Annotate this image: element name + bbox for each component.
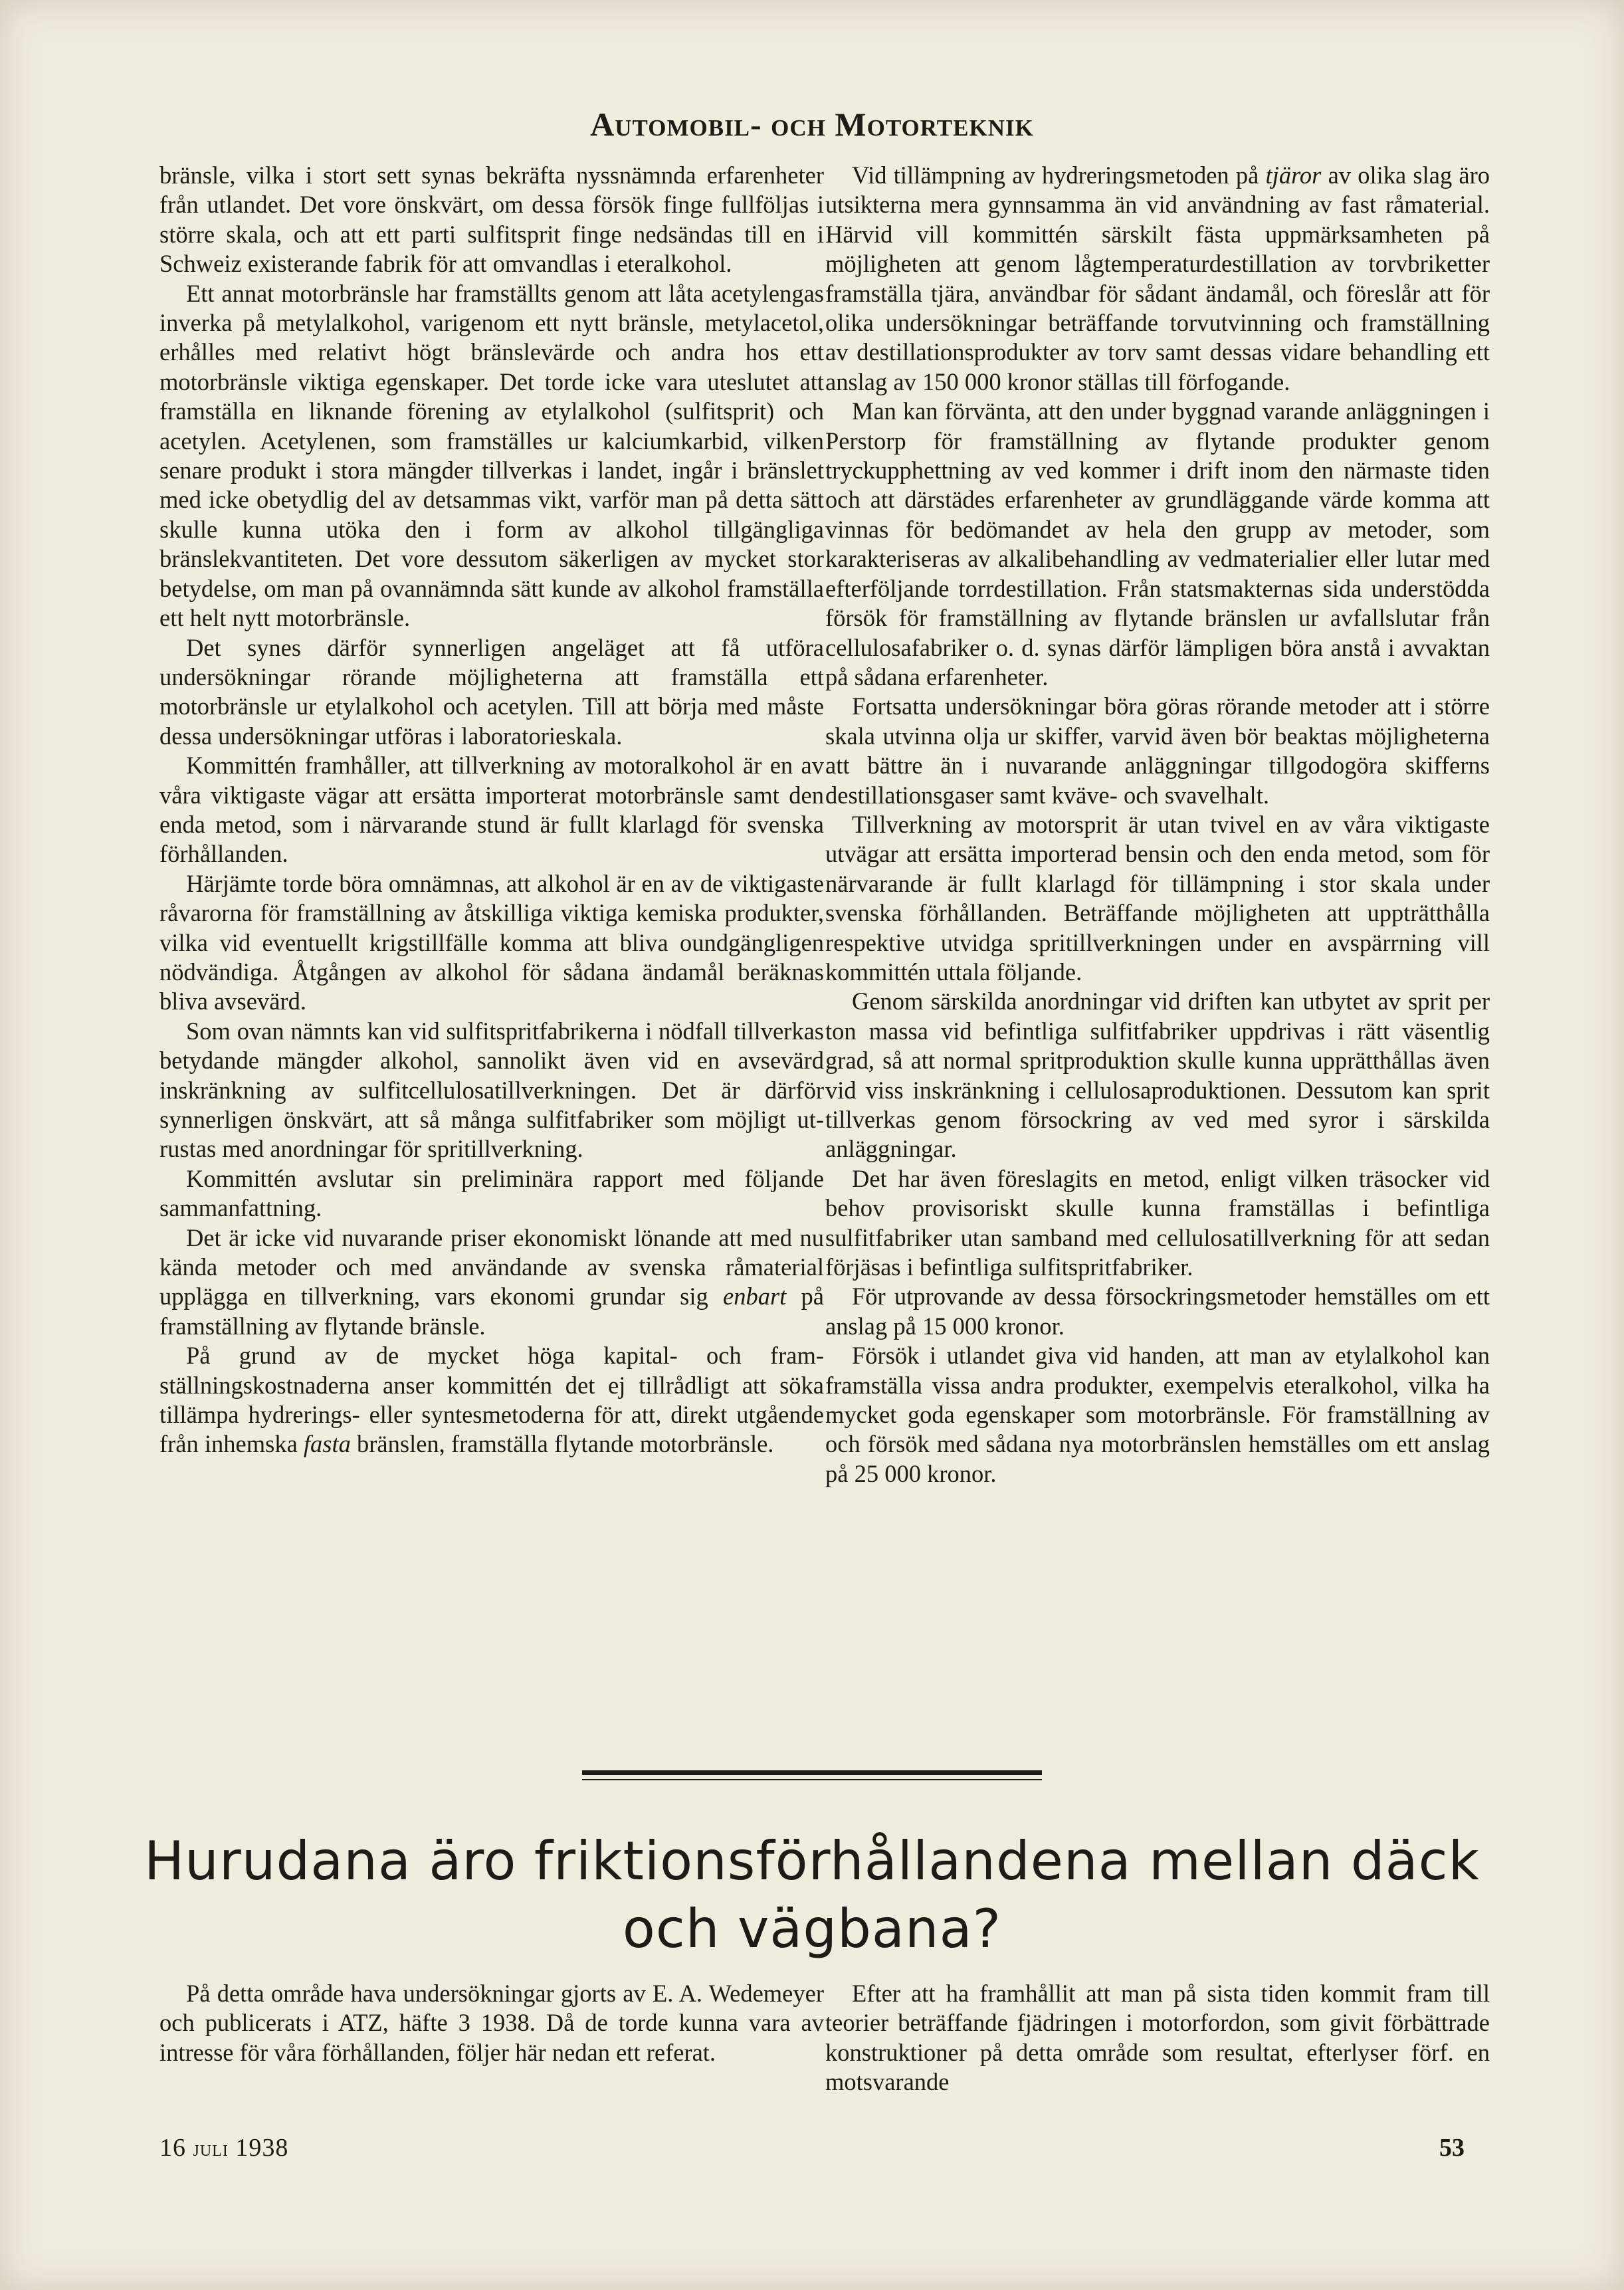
section-divider-thin [582,1779,1042,1780]
paragraph: För utprovande av dessa försockringsmetoder hemställes om ett anslag på 15 000 kronor. [825,1283,1490,1340]
paragraph: Som ovan nämnts kan vid sulfitspritfabrikerna i nödfall tillverkas betydande mängder alkohol, sannolikt även vid en avsevärd inskränkning av sulfitcellulosatillverkningen. Det är därför synnerligen önskvärt, att så många sulfitfabriker som möjligt utrustas med anordningar för spritillverkning. [159,1017,824,1163]
date-year: 1938 [235,2134,289,2162]
article-intro-left [159,1979,824,2067]
paragraph: Genom särskilda anordningar vid driften kan utbytet av sprit per ton massa vid befintliga sulfitfabriker uppdrivas i rätt väsentlig grad, så att normal spritproduktion skulle kunna upprätthållas även vid viss inskränkning i cellulosaproduktionen. Dessutom kan sprit tillverkas genom försockring av ved med syror i särskilda anläggningar. [825,988,1490,1163]
emphasis: tjäror [1265,161,1322,189]
article-intro-right [825,1979,1490,2097]
paragraph: Tillverkning av motorsprit är utan tvivel en av våra viktigaste utvägar att ersätta importerad bensin och den enda metod, som för närvarande är fullt klarlagd för tillämpning i stor skala under svenska förhållanden. Beträffande möjligheten att uppträtthålla respektive utvidga spritillverkningen under en avspärrning vill kommittén uttala följande. [825,810,1490,986]
issue-date [159,2133,288,2162]
paragraph: Det har även föreslagits en metod, enligt vilken träsocker vid behov provisoriskt skulle kunna framställas i befintliga sulfitfabriker utan samband med cellulosatillverkning för att sedan förjäsas i befintliga sulfitspritfabriker. [825,1164,1490,1281]
emphasis: fasta [303,1430,351,1458]
date-day: 16 [159,2134,186,2162]
article-title: Hurudana äro friktionsförhållandena mellan däck och vägbana? [144,1830,1480,1960]
paragraph: Det är icke vid nuvarande priser ekonomiskt lönande att med nu kända metoder och med användande av svenska råmaterial upplägga en tillverkning, vars ekonomi grundar sig enbart på framställning av flytande bränsle. [159,1223,825,1340]
paragraph: Fortsatta undersökningar böra göras rörande metoder att i större skala utvinna olja ur skiffer, varvid även bör beaktas möjligheterna att bättre än i nuvarande anläggningar tillgodogöra skifferns destillationsgaser samt kväve- och svavelhalt. [825,692,1490,809]
date-month: juli [193,2136,229,2161]
paragraph: bränsle, vilka i stort sett synas bekräfta nyssnämnda erfarenheter från utlandet. Det vore önskvärt, om dessa försök finge fullföljas i större skala, och att ett parti sulfitsprit finge nedsändas till en i Schweiz existerande fabrik för att omvandlas i eteralkohol. [159,161,824,278]
paragraph: Kommittén framhåller, att tillverkning av motoralkohol är en av våra viktigaste vägar att ersätta importerat motorbränsle samt den enda metod, som i närvarande stund är fullt klarlagd för svenska förhållanden. [159,752,824,868]
paragraph: Härjämte torde böra omnämnas, att alkohol är en av de viktigaste råvarorna för framställning av åtskilliga viktiga kemiska produkter, vilka vid eventuellt krigstillfälle komma att bliva oundgängligen nödvändiga. Åtgången av alkohol för sådana ändamål beräknas bliva avsevärd. [159,869,824,1015]
paragraph: Ett annat motorbränsle har framställts genom att låta acetylengas inverka på metylalkohol, varigenom ett nytt bränsle, metylacetol, erhålles med relativt högt bränslevärde och andra hos ett motorbränsle viktiga egenskaper. Det torde icke vara uteslutet att framställa en liknande förening av etylalkohol (sulfitsprit) och acetylen. Acetylenen, som framställes ur kalciumkarbid, vilken senare produkt i stora mängder tillverkas i landet, ingår i bränslet med icke obetydlig del av detsammas vikt, varför man på detta sätt skulle kunna utöka den i form av alkohol tillgängliga bränslekvantiteten. Det vore dessutom säkerligen av mycket stor betydelse, om man på ovannämnda sätt kunde av alkohol framställa ett helt nytt motorbränsle. [159,279,824,632]
emphasis: enbart [723,1283,787,1310]
page-number: 53 [1439,2134,1465,2162]
paragraph: På detta område hava undersökningar gjorts av E. A. Wedemeyer och publicerats i ATZ, häfte 3 1938. Då de torde kunna vara av intresse för våra förhållanden, följer här nedan ett referat. [159,1980,824,2066]
right-column [825,161,1490,1489]
running-head: Automobil- och Motorteknik [590,106,1034,143]
paragraph: Kommittén avslutar sin preliminära rapport med följande sammanfattning. [159,1164,824,1222]
paragraph: Det synes därför synnerligen angeläget att få utföra undersökningar rörande möjligheterna att framställa ett motorbränsle ur etylalkohol och acetylen. Till att börja med måste dessa undersökningar utföras i laboratorieskala. [159,633,824,750]
paragraph: Efter att ha framhållit att man på sista tiden kommit fram till teorier beträffande fjädringen i motorfordon, som givit förbättrade konstruktioner på detta område som resultat, efterlyser förf. en motsvarande [825,1980,1490,2096]
section-divider [582,1770,1042,1775]
left-column [159,161,824,1459]
paragraph: Man kan förvänta, att den under byggnad varande anläggningen i Perstorp för framställning av flytande produkter genom tryckupphettning av ved kommer i drift inom den närmaste tiden och att därstädes erfarenheter av grundläggande värde komma att vinnas för bedömandet av hela den grupp av metoder, som karakteriseras av alkalibehandling av vedmaterialier eller lutar med efterföljande torrdestillation. Från statsmakternas sida understödda försök för framställning av flytande bränslen ur avfallslutar från cellulosafabriker o. d. synas därför lämpligen böra anstå i avvaktan på sådana erfarenheter. [825,397,1490,690]
paragraph: På grund av de mycket höga kapital- och framställningskostnaderna anser kommittén det ej tillrådligt att söka tillämpa hydrerings- eller syntesmetoderna för att, direkt utgående från inhemska fasta bränslen, framställa flytande motorbränsle. [159,1342,824,1458]
paragraph: Vid tillämpning av hydreringsmetoden på tjäror av olika slag äro utsikterna mera gynnsamma än vid användning av fast råmaterial. Härvid vill kommittén särskilt fästa uppmärksamheten på möjligheten att genom lågtemperaturdestillation av torvbriketter framställa tjära, användbar för sådant ändamål, och föreslår att för olika undersökningar beträffande torvutvinning och framställning av destillationsprodukter av torv samt dessas vidare behandling ett anslag av 150 000 kronor ställas till förfogande. [825,161,1490,395]
paragraph: Försök i utlandet giva vid handen, att man av etylalkohol kan framställa vissa andra produkter, exempelvis eteralkohol, vilka ha mycket goda egenskaper som motorbränsle. För framställning av och försök med sådana nya motorbränslen hemställes om ett anslag på 25 000 kronor. [825,1342,1490,1487]
